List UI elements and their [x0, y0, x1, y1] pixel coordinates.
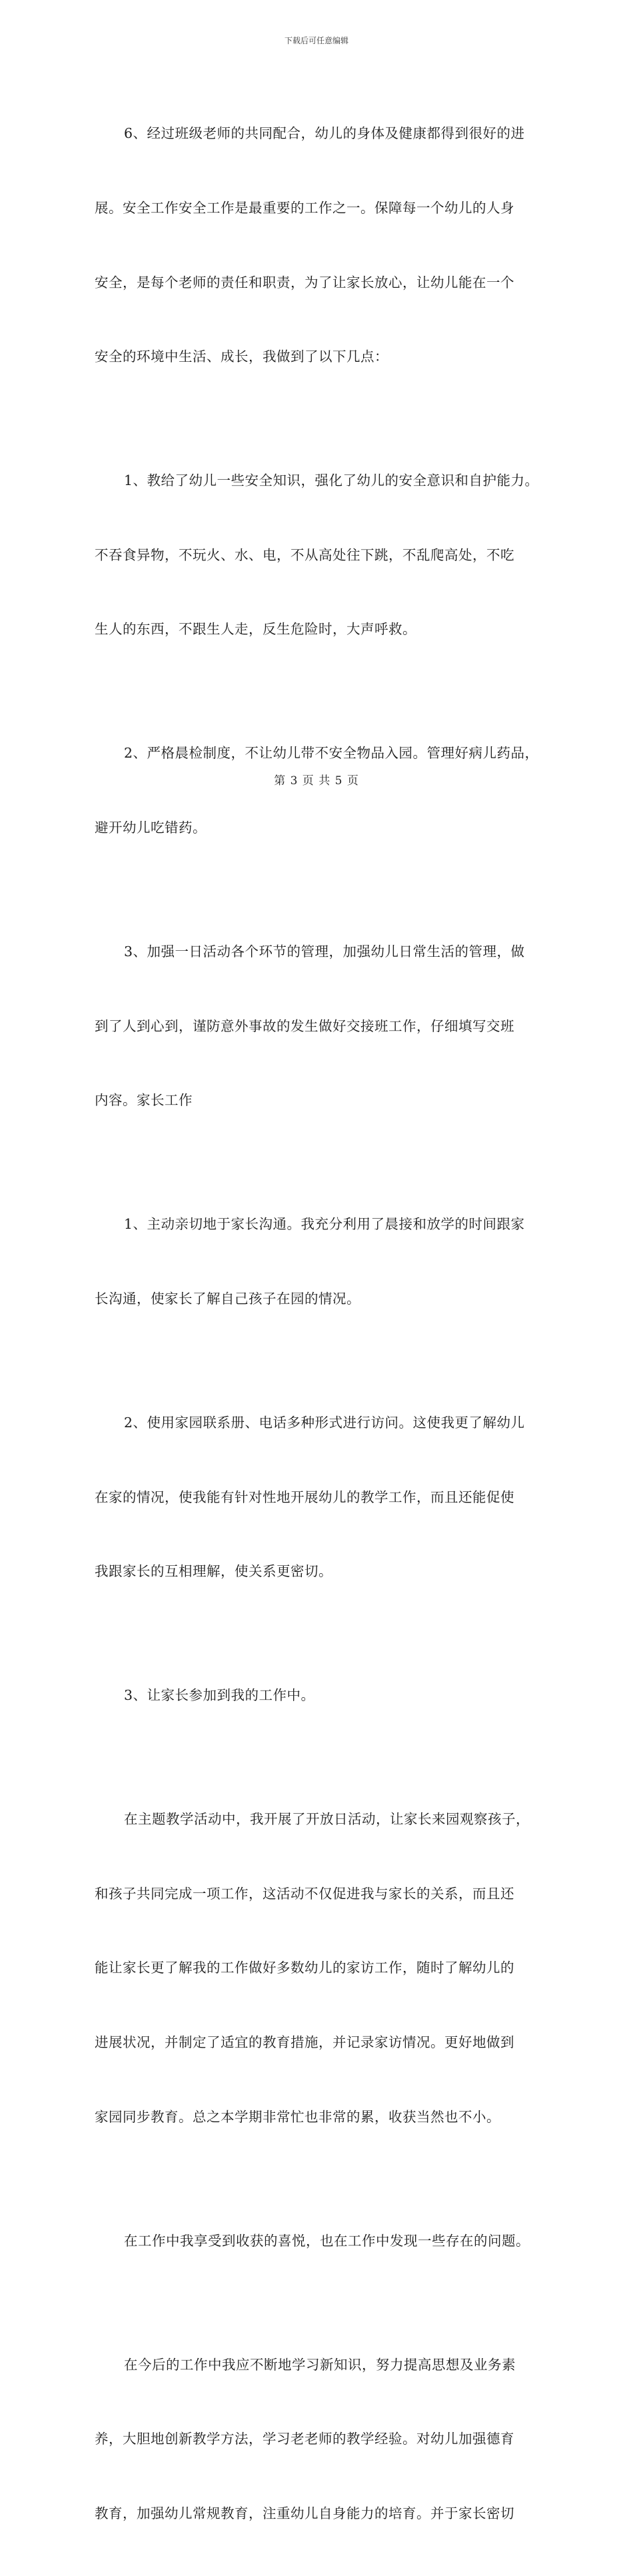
text-line: 和孩子共同完成一项工作，这活动不仅促进我与家长的关系，而且还 [95, 1885, 514, 1902]
paragraph [95, 2303, 561, 2575]
text-line: 2、严格晨检制度，不让幼儿带不安全物品入园。管理好病儿药品， [124, 745, 539, 762]
paragraph [95, 2179, 561, 2303]
text-line: 内容。家长工作 [95, 1092, 193, 1109]
text-line: 在家的情况，使我能有针对性地开展幼儿的教学工作，而且还能促使 [95, 1489, 514, 1505]
text-line: 2、使用家园联系册、电话多种形式进行访问。这使我更了解幼儿 [124, 1414, 525, 1431]
text-line: 在工作中我享受到收获的喜悦，也在工作中发现一些存在的问题。 [124, 2232, 530, 2249]
paragraph [95, 890, 561, 1163]
paragraph [95, 1361, 561, 1634]
text-line: 1、主动亲切地于家长沟通。我充分利用了晨接和放学的时间跟家 [124, 1216, 525, 1233]
paragraph [95, 72, 561, 419]
document-body [95, 72, 561, 2576]
text-line: 避开幼儿吃错药。 [95, 820, 207, 836]
paragraph [95, 692, 561, 890]
paragraph [95, 419, 561, 692]
text-line: 安全，是每个老师的责任和职责，为了让家长放心，让幼儿能在一个 [95, 274, 514, 291]
text-line: 生人的东西，不跟生人走，反生危险时，大声呼救。 [95, 621, 416, 638]
text-line: 教育，加强幼儿常规教育，注重幼儿自身能力的培育。并于家长密切 [95, 2505, 514, 2521]
text-line: 到了人到心到，谨防意外事故的发生做好交接班工作，仔细填写交班 [95, 1017, 514, 1034]
text-line: 1、教给了幼儿一些安全知识，强化了幼儿的安全意识和自护能力。 [124, 472, 539, 489]
text-line: 不吞食异物，不玩火、水、电，不从高处往下跳，不乱爬高处，不吃 [95, 546, 514, 563]
text-line: 在今后的工作中我应不断地学习新知识，努力提高思想及业务素 [124, 2356, 516, 2373]
text-line: 养，大胆地创新教学方法，学习老老师的教学经验。对幼儿加强德育 [95, 2431, 514, 2447]
paragraph [95, 1163, 561, 1361]
page-header: 下载后可任意编辑 [284, 36, 348, 45]
paragraph [95, 1634, 561, 1758]
text-line: 在主题教学活动中，我开展了开放日活动，让家长来园观察孩子， [124, 1811, 530, 1828]
text-line: 长沟通，使家长了解自己孩子在园的情况。 [95, 1290, 360, 1307]
page-number-footer: 第 3 页 共 5 页 [274, 774, 359, 788]
text-line: 展。安全工作安全工作是最重要的工作之一。保障每一个幼儿的人身 [95, 200, 514, 217]
text-line: 进展状况，并制定了适宜的教育措施，并记录家访情况。更好地做到 [95, 2034, 514, 2051]
paragraph [95, 1758, 561, 2179]
text-line: 3、加强一日活动各个环节的管理，加强幼儿日常生活的管理，做 [124, 944, 525, 960]
text-line: 家园同步教育。总之本学期非常忙也非常的累，收获当然也不小。 [95, 2108, 500, 2125]
text-line: 3、让家长参加到我的工作中。 [124, 1687, 315, 1704]
text-line: 安全的环境中生活、成长，我做到了以下几点： [95, 348, 388, 365]
text-line: 6、经过班级老师的共同配合，幼儿的身体及健康都得到很好的进 [124, 125, 525, 142]
text-line: 能让家长更了解我的工作做好多数幼儿的家访工作，随时了解幼儿的 [95, 1960, 514, 1976]
text-line: 我跟家长的互相理解，使关系更密切。 [95, 1563, 332, 1580]
